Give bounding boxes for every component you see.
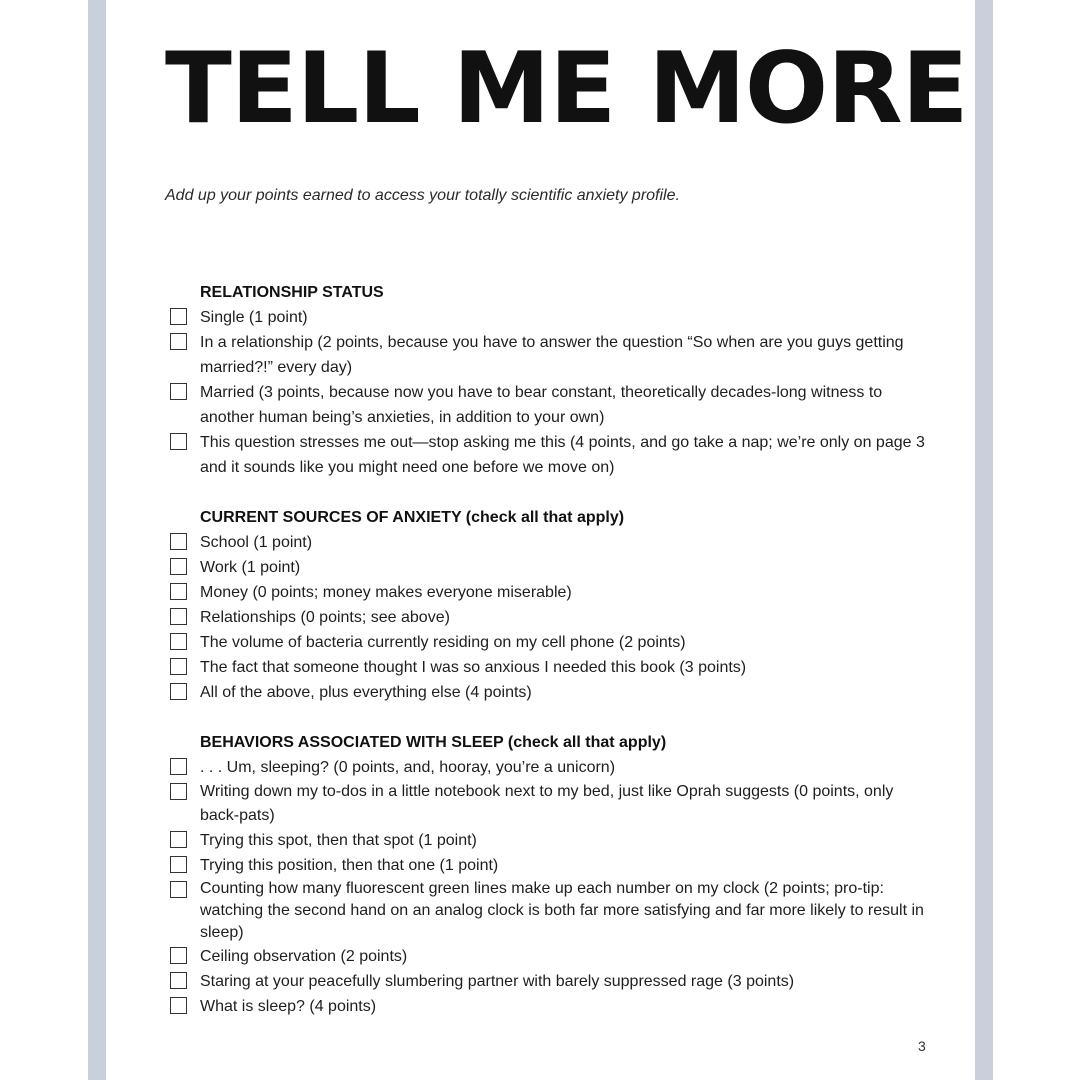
checklist-item-label: The fact that someone thought I was so anxious I needed this book (3 points) xyxy=(200,659,747,676)
checkbox[interactable] xyxy=(170,433,187,450)
checkbox[interactable] xyxy=(170,583,187,600)
checklist-item xyxy=(168,605,928,630)
checkbox[interactable] xyxy=(170,831,187,848)
checkbox[interactable] xyxy=(170,947,187,964)
section-sources-of-anxiety xyxy=(168,505,928,705)
section-heading: RELATIONSHIP STATUS xyxy=(200,284,384,301)
checkbox[interactable] xyxy=(170,308,187,325)
checklist-item xyxy=(168,853,928,878)
page-title: TELL ME MORE xyxy=(165,32,968,146)
checklist-item xyxy=(168,780,928,828)
checkbox[interactable] xyxy=(170,856,187,873)
checklist-item-label: Counting how many fluorescent green lines make up each number on my clock (2 points; pro-tip: watching the second hand on an analog clock is both far more satisfying and far more likely to result in sleep) xyxy=(200,880,924,941)
checklist-item-label: In a relationship (2 points, because you have to answer the question “So when are you guys getting married?!” every day) xyxy=(200,334,904,376)
page-number: 3 xyxy=(918,1038,926,1054)
checkbox[interactable] xyxy=(170,881,187,898)
checklist-item-label: . . . Um, sleeping? (0 points, and, hooray, you’re a unicorn) xyxy=(200,759,616,776)
checklist-item-label: Staring at your peacefully slumbering partner with barely suppressed rage (3 points) xyxy=(200,973,795,990)
checklist-item-label: Single (1 point) xyxy=(200,309,308,326)
checkbox[interactable] xyxy=(170,383,187,400)
checklist-item-label: All of the above, plus everything else (4 points) xyxy=(200,684,532,701)
checklist-item xyxy=(168,630,928,655)
checklist-item-label: Money (0 points; money makes everyone miserable) xyxy=(200,584,572,601)
section-heading: BEHAVIORS ASSOCIATED WITH SLEEP (check all that apply) xyxy=(200,734,667,751)
checklist-item-label: Trying this spot, then that spot (1 point) xyxy=(200,832,477,849)
checklist-item xyxy=(168,755,928,780)
checklist-item xyxy=(168,969,928,994)
checklist-item-label: Work (1 point) xyxy=(200,559,301,576)
checklist-item-label: Ceiling observation (2 points) xyxy=(200,948,408,965)
checklist-item xyxy=(168,944,928,969)
checkbox[interactable] xyxy=(170,658,187,675)
checkbox[interactable] xyxy=(170,533,187,550)
checklist-item xyxy=(168,430,928,480)
checkbox[interactable] xyxy=(170,608,187,625)
checkbox[interactable] xyxy=(170,783,187,800)
checklist-item-label: Trying this position, then that one (1 point) xyxy=(200,857,499,874)
checklist-item xyxy=(168,555,928,580)
checkbox[interactable] xyxy=(170,972,187,989)
checkbox[interactable] xyxy=(170,558,187,575)
checklist-item-label: Married (3 points, because now you have to bear constant, theoretically decades-long witness to another human being’s anxieties, in addition to your own) xyxy=(200,384,883,426)
page-edge-right xyxy=(975,0,993,1080)
checklist-item-label: Relationships (0 points; see above) xyxy=(200,609,450,626)
page-edge-left xyxy=(88,0,106,1080)
checklist-item xyxy=(168,380,928,430)
checklist-item-label: Writing down my to-dos in a little notebook next to my bed, just like Oprah suggests (0 points, only back-pats) xyxy=(200,783,894,824)
checkbox[interactable] xyxy=(170,997,187,1014)
checklist-item xyxy=(168,305,928,330)
section-relationship-status xyxy=(168,280,928,480)
checklist-item xyxy=(168,994,928,1019)
checkbox[interactable] xyxy=(170,333,187,350)
checkbox[interactable] xyxy=(170,683,187,700)
checklist-item xyxy=(168,878,928,944)
checklist-item-label: School (1 point) xyxy=(200,534,313,551)
checklist-item xyxy=(168,530,928,555)
checklist-item-label: This question stresses me out—stop asking me this (4 points, and go take a nap; we’re only on page 3 and it sounds like you might need one before we move on) xyxy=(200,434,925,476)
checklist-item xyxy=(168,655,928,680)
checklist-item xyxy=(168,330,928,380)
checklist-item-label: What is sleep? (4 points) xyxy=(200,998,377,1015)
checkbox[interactable] xyxy=(170,758,187,775)
checklist-item xyxy=(168,828,928,853)
checklist-item xyxy=(168,680,928,705)
section-sleep-behaviors xyxy=(168,730,928,1019)
checklist-item-label: The volume of bacteria currently residing on my cell phone (2 points) xyxy=(200,634,686,651)
checkbox[interactable] xyxy=(170,633,187,650)
page-subtitle: Add up your points earned to access your totally scientific anxiety profile. xyxy=(165,187,680,204)
checklist-item xyxy=(168,580,928,605)
section-heading: CURRENT SOURCES OF ANXIETY (check all that apply) xyxy=(200,509,625,526)
